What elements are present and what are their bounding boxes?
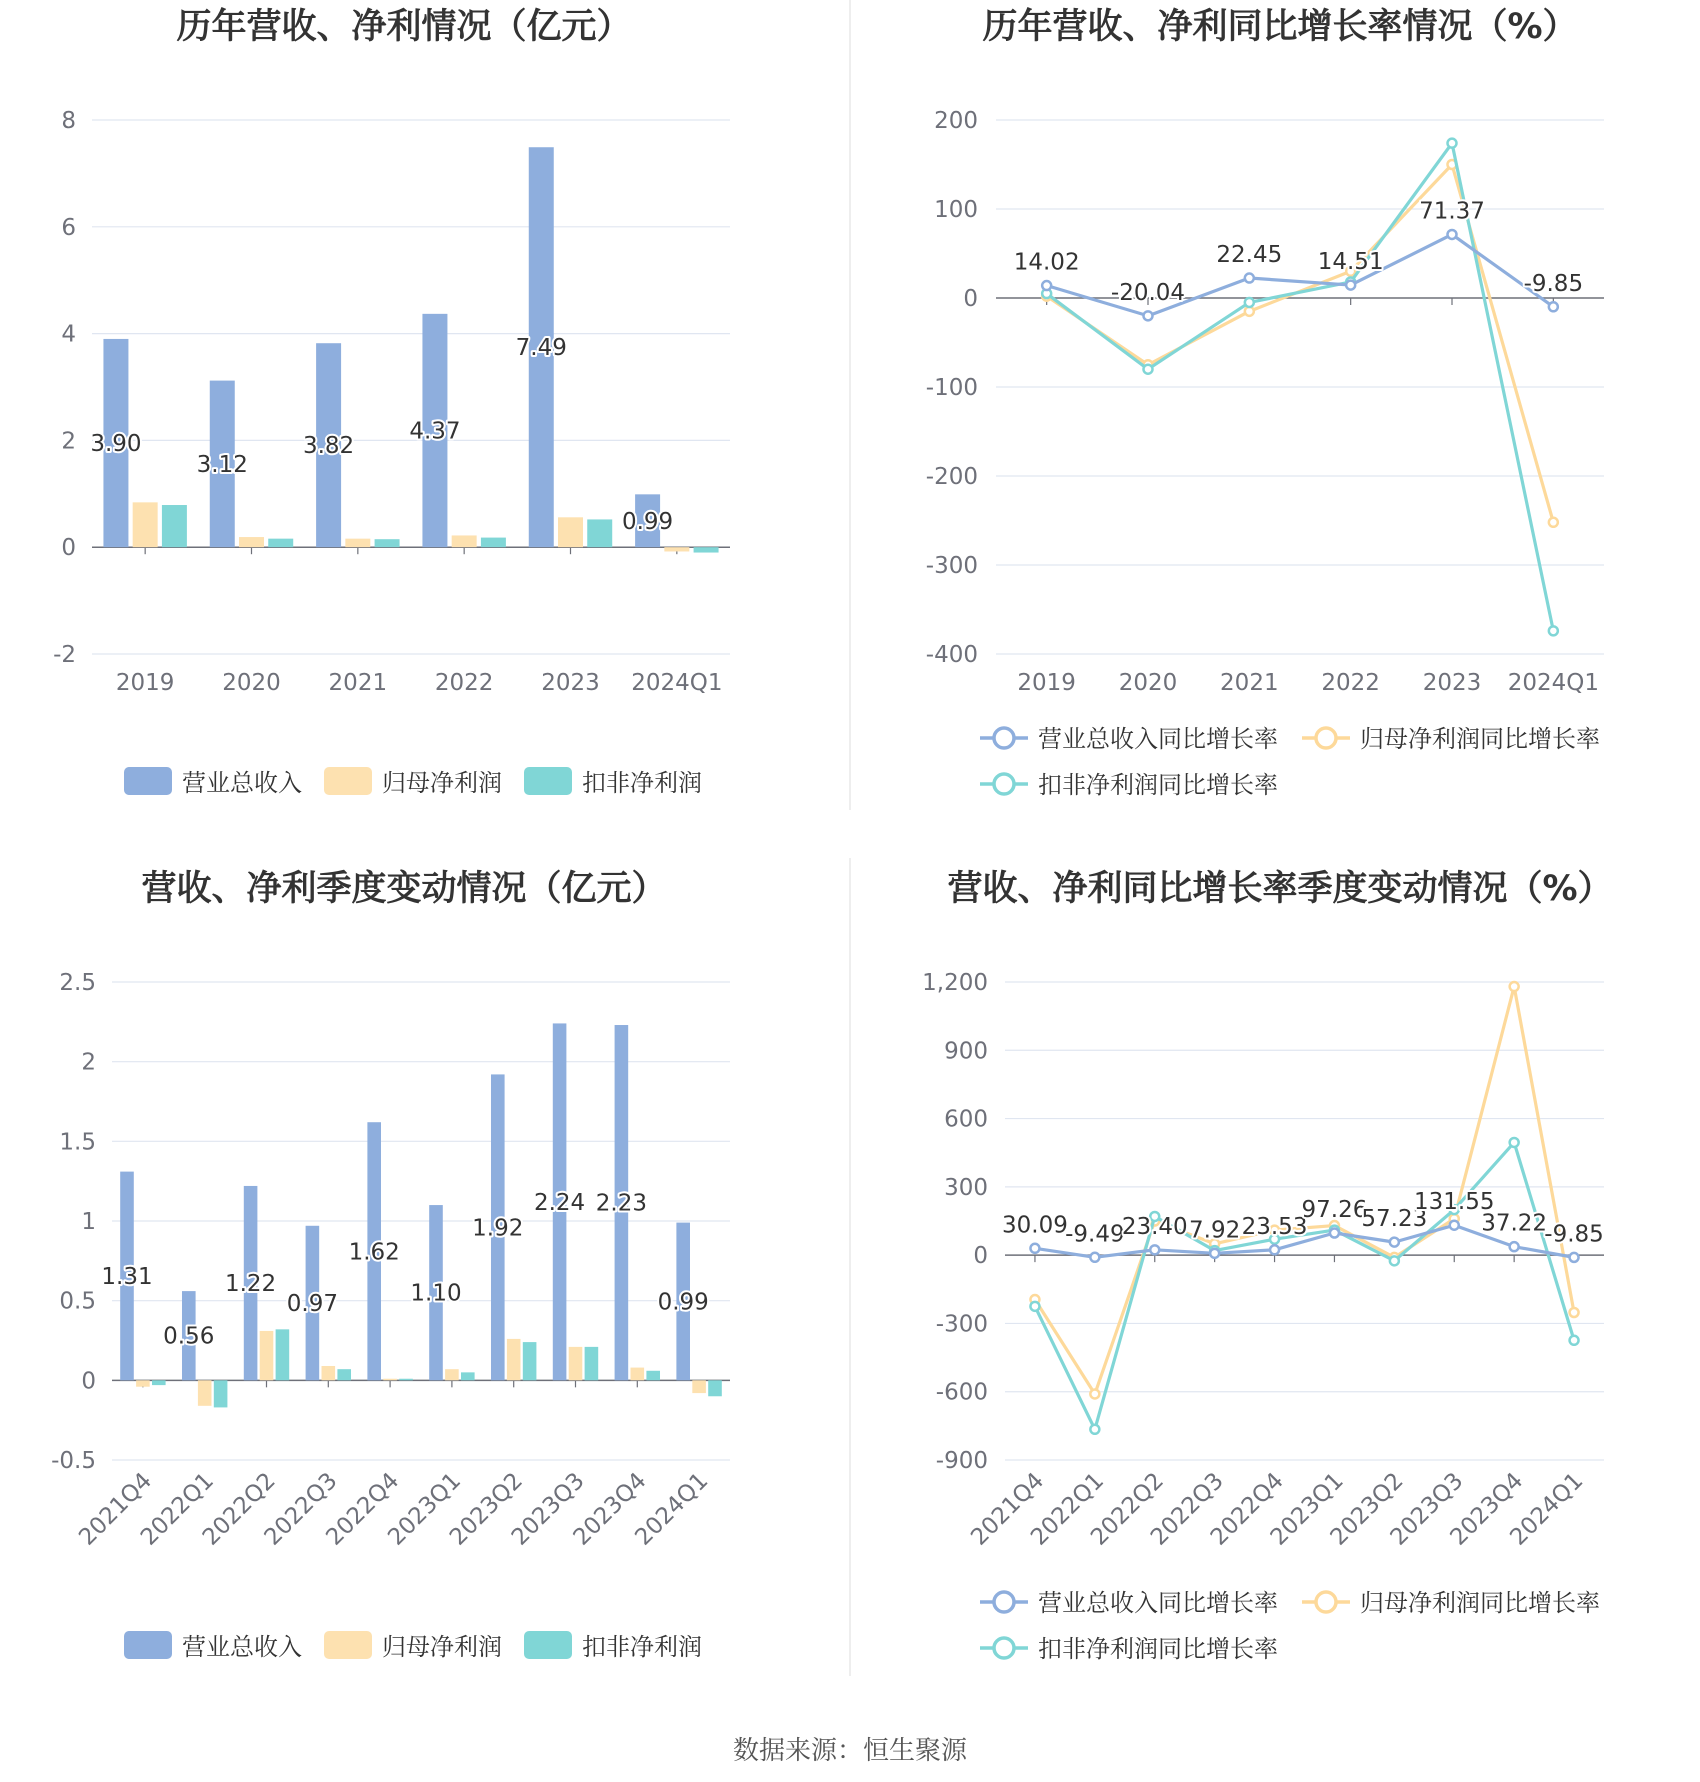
legend-label: 扣非净利润同比增长率 [1038, 771, 1278, 799]
bar-net-profit[interactable] [664, 547, 689, 551]
data-point-revenue-line[interactable] [1030, 1244, 1039, 1253]
data-point-revenue-line[interactable] [1090, 1253, 1099, 1262]
y-tick-label: 0 [81, 1368, 96, 1395]
bar-net-profit[interactable] [345, 539, 370, 548]
legend-item-revenue-line[interactable] [980, 1589, 1278, 1617]
legend-label: 营业总收入 [182, 1633, 302, 1661]
legend-item-revenue-line[interactable] [980, 725, 1278, 753]
series-line-deducted-line[interactable] [1035, 1142, 1574, 1429]
legend-marker [1316, 728, 1336, 748]
chart-annual-amounts [53, 6, 730, 797]
bar-deducted-profit[interactable] [708, 1380, 722, 1396]
legend-item-net-profit[interactable] [324, 767, 502, 797]
data-label: 1.22 [224, 1271, 277, 1298]
data-point-deducted-line[interactable] [1245, 298, 1254, 307]
data-label: 7.49 [515, 335, 567, 362]
y-tick-label: 1,200 [922, 970, 988, 996]
legend-item-revenue[interactable] [124, 767, 302, 797]
legend-label: 营业总收入同比增长率 [1038, 1589, 1278, 1617]
y-tick-label: -600 [935, 1379, 988, 1406]
chart-title-annual-growth: 历年营收、净利同比增长率情况（%） [982, 7, 1578, 47]
bar-deducted-profit[interactable] [481, 538, 506, 548]
data-label: 1.62 [348, 1239, 400, 1266]
chart-quarterly-growth [922, 869, 1612, 1663]
bar-deducted-profit[interactable] [694, 547, 719, 552]
data-point-revenue-line[interactable] [1210, 1249, 1219, 1258]
y-tick-label: -300 [925, 553, 978, 579]
data-label: 0.99 [621, 508, 674, 535]
x-tick-label: 2022Q3 [1145, 1467, 1229, 1551]
data-point-revenue-line[interactable] [1450, 1221, 1459, 1230]
legend-item-deducted-line[interactable] [980, 771, 1278, 799]
x-tick-label: 2019 [115, 670, 175, 696]
data-point-revenue-line[interactable] [1448, 230, 1457, 239]
bar-net-profit[interactable] [452, 535, 477, 547]
x-tick-label: 2023Q2 [445, 1467, 528, 1551]
x-tick-label: 2023Q4 [568, 1467, 652, 1551]
data-point-revenue-line[interactable] [1042, 281, 1051, 290]
bar-net-profit[interactable] [692, 1380, 706, 1393]
chart-quarterly-amounts [51, 869, 730, 1661]
y-tick-label: 0 [973, 1243, 988, 1270]
data-point-deducted-line[interactable] [1570, 1336, 1579, 1345]
data-label: 1.31 [101, 1263, 153, 1290]
data-label: 23.53 [1241, 1213, 1308, 1240]
legend-label: 扣非净利润 [582, 1633, 702, 1661]
legend-marker [994, 728, 1014, 748]
bar-deducted-profit[interactable] [268, 539, 293, 548]
legend-label: 营业总收入 [182, 769, 302, 797]
x-tick-label: 2023Q1 [1265, 1467, 1349, 1551]
data-point-net-profit-line[interactable] [1549, 518, 1558, 527]
bar-net-profit[interactable] [322, 1366, 336, 1380]
y-tick-label: 900 [944, 1038, 988, 1065]
x-tick-label: 2023 [541, 670, 600, 696]
bar-deducted-profit[interactable] [461, 1372, 475, 1380]
y-tick-label: 600 [944, 1106, 988, 1133]
data-point-revenue-line[interactable] [1330, 1229, 1339, 1238]
legend-marker [994, 1592, 1014, 1612]
x-tick-label: 2024Q1 [630, 1467, 714, 1551]
legend-swatch [524, 767, 572, 795]
x-tick-label: 2020 [1118, 670, 1178, 696]
y-tick-label: -100 [925, 375, 978, 401]
legend-label: 扣非净利润 [582, 769, 702, 797]
x-tick-label: 2021Q4 [74, 1467, 158, 1551]
chart-title-quarterly-amounts: 营收、净利季度变动情况（亿元） [141, 869, 667, 909]
data-label: 2.24 [533, 1189, 586, 1216]
data-label: 71.37 [1419, 198, 1485, 225]
y-tick-label: 1 [81, 1209, 96, 1235]
legend-quarterly-amounts[interactable] [124, 1631, 702, 1661]
plot-quarterly-amounts [51, 970, 730, 1551]
bar-net-profit[interactable] [383, 1379, 397, 1381]
plot-quarterly-growth [922, 970, 1604, 1551]
data-label: 2.23 [595, 1190, 648, 1217]
x-tick-label: 2023Q2 [1325, 1467, 1409, 1551]
bar-net-profit[interactable] [198, 1380, 212, 1405]
data-label: 131.55 [1414, 1189, 1495, 1216]
y-tick-label: -0.5 [51, 1448, 96, 1474]
legend-marker [994, 774, 1014, 794]
legend-swatch [124, 1631, 172, 1659]
y-tick-label: 0 [963, 286, 978, 312]
data-point-deducted-line[interactable] [1390, 1256, 1399, 1265]
x-tick-label: 2021 [1220, 670, 1279, 696]
bar-net-profit[interactable] [631, 1368, 645, 1381]
y-tick-label: 0 [61, 535, 76, 562]
y-tick-label: 1.5 [59, 1129, 96, 1156]
data-label: -20.04 [1110, 279, 1186, 306]
legend-item-revenue[interactable] [124, 1631, 302, 1661]
y-tick-label: -200 [925, 464, 978, 490]
legend-quarterly-growth[interactable] [980, 1589, 1600, 1663]
bar-net-profit[interactable] [445, 1369, 459, 1380]
y-tick-label: 100 [934, 197, 978, 223]
legend-label: 归母净利润同比增长率 [1360, 725, 1600, 753]
x-tick-label: 2023Q3 [1385, 1467, 1469, 1551]
y-tick-label: 6 [61, 214, 76, 241]
bar-net-profit[interactable] [558, 517, 583, 547]
x-tick-label: 2022Q1 [1026, 1467, 1110, 1551]
x-tick-label: 2021 [328, 670, 388, 696]
y-tick-label: -2 [53, 642, 76, 668]
x-tick-label: 2022 [434, 670, 494, 696]
data-point-revenue-line[interactable] [1245, 274, 1254, 283]
y-tick-label: 4 [61, 321, 76, 348]
legend-annual-growth[interactable] [980, 725, 1600, 799]
chart-annual-growth [926, 6, 1604, 799]
data-point-net-profit-line[interactable] [1510, 982, 1519, 991]
data-label: 57.23 [1361, 1206, 1428, 1233]
x-tick-label: 2022Q4 [1205, 1467, 1289, 1551]
data-point-net-profit-line[interactable] [1570, 1308, 1579, 1317]
bar-net-profit[interactable] [260, 1331, 274, 1380]
data-point-revenue-line[interactable] [1346, 281, 1355, 290]
bar-net-profit[interactable] [133, 502, 158, 547]
data-label: -9.85 [1523, 270, 1584, 297]
x-tick-label: 2023Q1 [383, 1467, 467, 1551]
y-tick-label: -400 [925, 642, 978, 668]
legend-label: 归母净利润 [382, 769, 502, 797]
legend-marker [994, 1638, 1014, 1658]
legend-item-net-profit[interactable] [324, 1631, 502, 1661]
data-point-revenue-line[interactable] [1570, 1253, 1579, 1262]
data-label: -9.49 [1065, 1221, 1125, 1248]
legend-item-deducted-profit[interactable] [524, 1631, 702, 1661]
data-label: 1.92 [472, 1215, 524, 1242]
bar-net-profit[interactable] [136, 1380, 150, 1386]
data-point-revenue-line[interactable] [1390, 1238, 1399, 1247]
legend-swatch [324, 1631, 372, 1659]
x-tick-label: 2024Q1 [631, 670, 723, 696]
data-point-deducted-line[interactable] [1448, 139, 1457, 148]
legend-marker [1316, 1592, 1336, 1612]
data-point-revenue-line[interactable] [1510, 1242, 1519, 1251]
legend-annual-amounts[interactable] [124, 767, 702, 797]
legend-label: 扣非净利润同比增长率 [1038, 1635, 1278, 1663]
x-tick-label: 2023Q4 [1445, 1467, 1529, 1551]
bar-deducted-profit[interactable] [646, 1371, 660, 1381]
legend-label: 归母净利润同比增长率 [1360, 1589, 1600, 1617]
data-point-deducted-line[interactable] [1549, 626, 1558, 635]
y-tick-label: 0.5 [59, 1288, 96, 1315]
bar-deducted-profit[interactable] [523, 1342, 537, 1380]
legend-swatch [324, 767, 372, 795]
chart-title-annual-amounts: 历年营收、净利情况（亿元） [176, 7, 632, 47]
data-label: 7.92 [1189, 1217, 1241, 1244]
data-label: 23.40 [1121, 1213, 1188, 1240]
data-point-revenue-line[interactable] [1144, 311, 1153, 320]
data-label: 3.12 [196, 451, 248, 478]
plot-annual-amounts [53, 108, 730, 696]
data-label: 4.37 [409, 418, 461, 445]
bar-net-profit[interactable] [239, 537, 264, 547]
data-label: 97.26 [1301, 1197, 1368, 1224]
bar-net-profit[interactable] [569, 1347, 583, 1380]
chart-title-quarterly-growth: 营收、净利同比增长率季度变动情况（%） [947, 869, 1613, 909]
legend-item-net-profit-line[interactable] [1302, 725, 1600, 753]
x-tick-label: 2024Q1 [1505, 1467, 1589, 1551]
x-tick-label: 2023Q3 [506, 1467, 590, 1551]
y-tick-label: 300 [944, 1174, 988, 1201]
data-point-deducted-line[interactable] [1030, 1302, 1039, 1311]
data-point-revenue-line[interactable] [1549, 302, 1558, 311]
data-label: -9.85 [1544, 1221, 1604, 1248]
data-point-revenue-line[interactable] [1150, 1245, 1159, 1254]
x-tick-label: 2022Q2 [197, 1467, 281, 1551]
x-tick-label: 2019 [1017, 670, 1076, 696]
x-tick-label: 2022Q3 [259, 1467, 343, 1551]
legend-item-deducted-line[interactable] [980, 1635, 1278, 1663]
bar-deducted-profit[interactable] [337, 1369, 351, 1380]
data-label: 30.09 [1002, 1212, 1068, 1239]
data-point-net-profit-line[interactable] [1090, 1389, 1099, 1398]
bar-deducted-profit[interactable] [375, 539, 400, 547]
data-source-note: 数据来源：恒生聚源 [732, 1736, 967, 1766]
data-point-deducted-line[interactable] [1090, 1425, 1099, 1434]
y-tick-label: 2 [81, 1049, 96, 1076]
data-label: 22.45 [1216, 242, 1283, 269]
data-label: 0.97 [286, 1291, 339, 1318]
data-label: 0.56 [163, 1323, 215, 1350]
legend-swatch [524, 1631, 572, 1659]
bar-deducted-profit[interactable] [276, 1329, 290, 1380]
data-label: 14.02 [1013, 249, 1080, 276]
data-point-deducted-line[interactable] [1144, 365, 1153, 374]
y-tick-label: 2.5 [59, 970, 96, 996]
x-tick-label: 2022 [1321, 670, 1380, 696]
x-tick-label: 2022Q4 [321, 1467, 405, 1551]
legend-swatch [124, 767, 172, 795]
legend-item-net-profit-line[interactable] [1302, 1589, 1600, 1617]
legend-label: 营业总收入同比增长率 [1038, 725, 1278, 753]
legend-item-deducted-profit[interactable] [524, 767, 702, 797]
bar-deducted-profit[interactable] [587, 519, 612, 547]
y-tick-label: -900 [935, 1448, 988, 1474]
x-tick-label: 2020 [222, 670, 281, 696]
x-tick-label: 2021Q4 [966, 1467, 1050, 1551]
bar-deducted-profit[interactable] [162, 505, 187, 547]
x-tick-label: 2023 [1422, 670, 1482, 696]
bar-net-profit[interactable] [507, 1339, 521, 1380]
y-tick-label: 2 [61, 428, 76, 455]
bar-deducted-profit[interactable] [152, 1380, 166, 1385]
y-tick-label: -300 [935, 1311, 988, 1338]
data-label: 1.10 [410, 1280, 462, 1307]
data-point-deducted-line[interactable] [1510, 1138, 1519, 1147]
bar-deducted-profit[interactable] [399, 1379, 413, 1381]
bar-deducted-profit[interactable] [585, 1347, 599, 1380]
data-point-revenue-line[interactable] [1270, 1245, 1279, 1254]
x-tick-label: 2022Q2 [1086, 1467, 1169, 1551]
legend-label: 归母净利润 [382, 1633, 502, 1661]
plot-annual-growth [926, 108, 1604, 696]
y-tick-label: 200 [934, 108, 978, 134]
data-label: 3.82 [302, 433, 355, 460]
bar-deducted-profit[interactable] [214, 1380, 228, 1407]
data-label: 3.90 [90, 431, 142, 458]
data-label: 14.51 [1317, 249, 1384, 276]
data-label: 0.99 [657, 1289, 709, 1316]
x-tick-label: 2022Q1 [136, 1467, 219, 1551]
x-tick-label: 2024Q1 [1507, 670, 1599, 696]
y-tick-label: 8 [61, 108, 76, 134]
data-label: 37.22 [1481, 1210, 1548, 1237]
